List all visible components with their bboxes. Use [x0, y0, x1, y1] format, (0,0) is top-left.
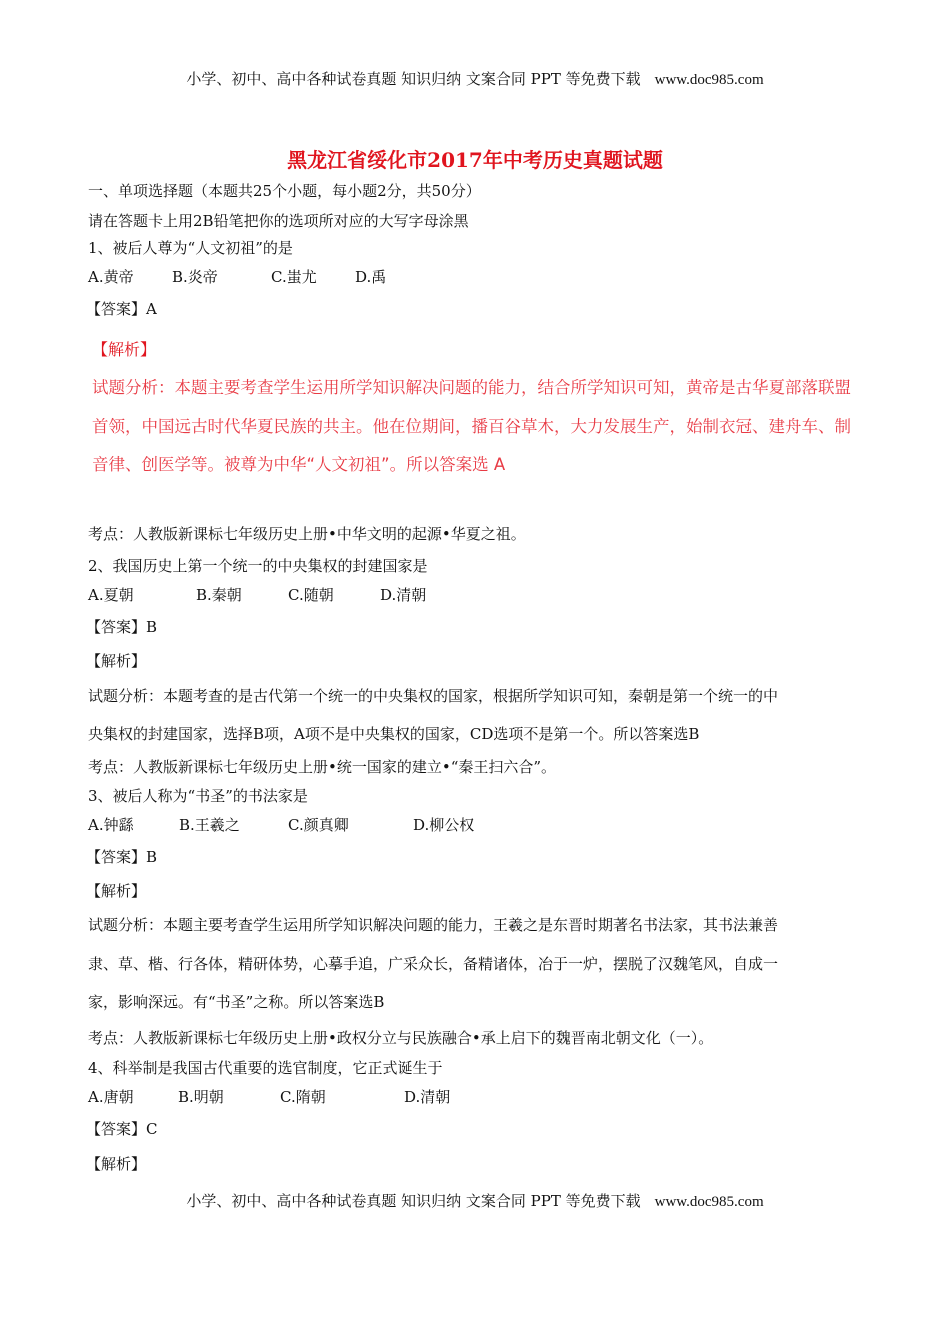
question-1-answer: 【答案】A — [86, 300, 157, 318]
question-2-stem: 2、我国历史上第一个统一的中央集权的封建国家是 — [88, 557, 428, 575]
question-3-options — [88, 815, 474, 835]
question-2-analysis-line-1: 试题分析：本题考查的是古代第一个统一的中央集权的国家，根据所学知识可知，秦朝是第一个统一的中 — [88, 687, 779, 705]
question-1-option-c: C.蚩尤 — [271, 268, 317, 286]
footer-text: 小学、初中、高中各种试卷真题 知识归纳 文案合同 PPT 等免费下载 — [186, 1192, 641, 1210]
question-4-option-d: D.清朝 — [404, 1088, 451, 1106]
question-3-analysis-label: 【解析】 — [86, 882, 147, 900]
question-2-option-c: C.随朝 — [288, 586, 334, 604]
question-2-analysis-label: 【解析】 — [86, 652, 147, 670]
question-3-option-a: A.钟繇 — [88, 816, 134, 834]
document-title: 黑龙江省绥化市2017年中考历史真题试题 — [287, 148, 663, 172]
question-4-analysis-label: 【解析】 — [86, 1155, 147, 1173]
header-url[interactable]: www.doc985.com — [654, 72, 764, 88]
question-1-option-a: A.黄帝 — [88, 268, 134, 286]
header-text: 小学、初中、高中各种试卷真题 知识归纳 文案合同 PPT 等免费下载 — [186, 70, 641, 88]
question-4-stem: 4、科举制是我国古代重要的选官制度，它正式诞生于 — [88, 1059, 443, 1077]
question-2-analysis-line-2: 央集权的封建国家，选择B项，A项不是中央集权的国家，CD选项不是第一个。所以答案选B — [88, 725, 700, 743]
question-1-kaodian: 考点：人教版新课标七年级历史上册•中华文明的起源•华夏之祖。 — [88, 525, 526, 543]
question-1-analysis-line-3: 音律、创医学等。被尊为中华“人文初祖”。所以答案选 A — [92, 455, 506, 474]
question-4-options — [88, 1087, 450, 1107]
question-3-option-d: D.柳公权 — [413, 816, 475, 834]
question-4-option-c: C.隋朝 — [280, 1088, 326, 1106]
section-heading: 一、单项选择题（本题共25个小题，每小题2分，共50分） — [88, 182, 481, 200]
question-1-analysis-line-2: 首领，中国远古时代华夏民族的共主。他在位期间，播百谷草木，大力发展生产，始制衣冠、建舟车、制 — [92, 417, 851, 436]
question-1-option-b: B.炎帝 — [172, 268, 218, 286]
question-2-kaodian: 考点：人教版新课标七年级历史上册•统一国家的建立•“秦王扫六合”。 — [88, 758, 557, 776]
question-3-option-b: B.王羲之 — [179, 816, 240, 834]
question-1-option-d: D.禹 — [355, 268, 387, 286]
question-4-option-b: B.明朝 — [178, 1088, 224, 1106]
page-footer — [0, 1190, 950, 1211]
question-3-kaodian: 考点：人教版新课标七年级历史上册•政权分立与民族融合•承上启下的魏晋南北朝文化（一）。 — [88, 1029, 714, 1047]
question-2-option-d: D.清朝 — [380, 586, 427, 604]
question-2-options — [88, 585, 426, 605]
question-1-stem: 1、被后人尊为“人文初祖”的是 — [88, 239, 293, 257]
question-3-answer: 【答案】B — [86, 848, 158, 866]
question-2-option-a: A.夏朝 — [88, 586, 134, 604]
question-3-analysis-line-2: 隶、草、楷、行各体，精研体势，心摹手追，广采众长，备精诸体，冶于一炉，摆脱了汉魏笔风，自成一 — [88, 955, 779, 973]
question-4-option-a: A.唐朝 — [88, 1088, 134, 1106]
question-2-option-b: B.秦朝 — [196, 586, 242, 604]
question-1-analysis-line-1: 试题分析：本题主要考查学生运用所学知识解决问题的能力，结合所学知识可知，黄帝是古华夏部落联盟 — [92, 378, 851, 397]
question-4-answer: 【答案】C — [86, 1120, 158, 1138]
question-3-option-c: C.颜真卿 — [288, 816, 349, 834]
question-3-stem: 3、被后人称为“书圣”的书法家是 — [88, 787, 308, 805]
question-1-analysis-label: 【解析】 — [92, 340, 157, 359]
section-instruction: 请在答题卡上用2B铅笔把你的选项所对应的大写字母涂黑 — [88, 212, 469, 230]
page-header — [0, 68, 950, 89]
question-3-analysis-line-1: 试题分析：本题主要考查学生运用所学知识解决问题的能力，王羲之是东晋时期著名书法家，其书法兼善 — [88, 916, 779, 934]
question-1-options — [88, 267, 386, 287]
question-3-analysis-line-3: 家，影响深远。有“书圣”之称。所以答案选B — [88, 993, 385, 1011]
question-2-answer: 【答案】B — [86, 618, 158, 636]
footer-url[interactable]: www.doc985.com — [654, 1194, 764, 1210]
